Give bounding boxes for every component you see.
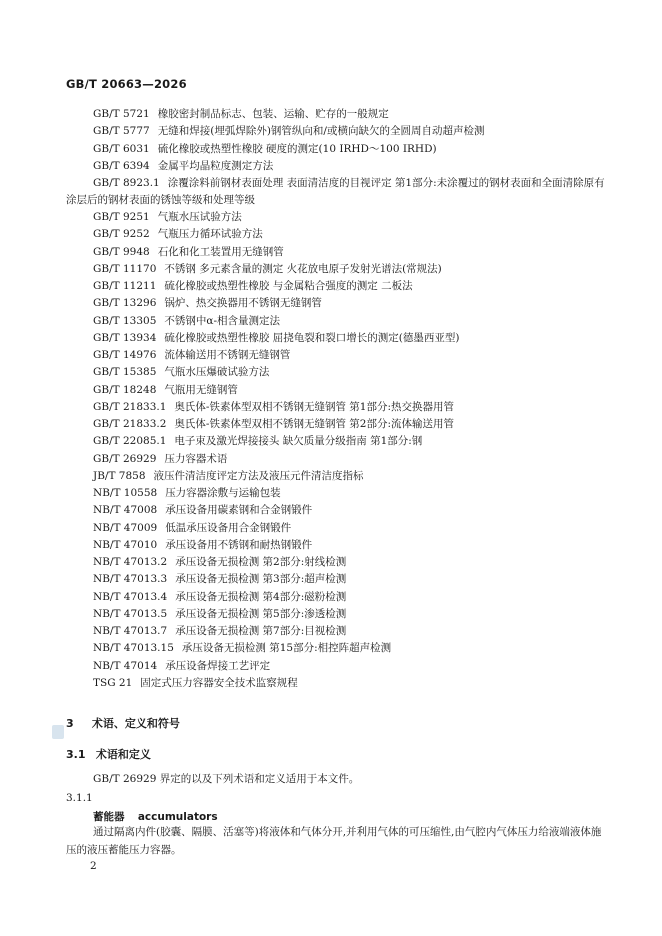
reference-item <box>66 623 606 640</box>
reference-code: NB/T 47013.4 <box>93 590 168 603</box>
reference-code: GB/T 9251 <box>93 211 150 223</box>
reference-title: 硫化橡胶或热塑性橡胶 与金属粘合强度的测定 二板法 <box>164 280 413 292</box>
reference-item <box>66 502 606 519</box>
reference-item <box>66 451 606 468</box>
reference-item <box>66 364 606 381</box>
section-3-1-1-heading <box>66 792 93 804</box>
reference-item <box>66 520 606 537</box>
normative-references-list <box>66 106 606 692</box>
reference-code: GB/T 9948 <box>93 245 150 258</box>
reference-item <box>66 416 606 433</box>
reference-item <box>66 571 606 588</box>
reference-title: 承压设备用不锈钢和耐热钢锻件 <box>165 538 313 551</box>
reference-code: GB/T 13305 <box>93 314 157 327</box>
reference-item <box>66 433 606 450</box>
reference-code: GB/T 21833.1 <box>93 400 167 413</box>
reference-code: NB/T 47008 <box>93 504 158 517</box>
reference-title: 压力容器涂敷与运输包装 <box>165 487 281 499</box>
reference-code: NB/T 47013.5 <box>93 607 168 620</box>
reference-code: NB/T 47010 <box>93 538 158 551</box>
reference-item <box>66 106 606 123</box>
reference-title: 承压设备无损检测 第5部分:渗透检测 <box>175 607 347 620</box>
reference-code: GB/T 11170 <box>93 262 157 275</box>
reference-item <box>66 640 606 657</box>
reference-title: 不锈钢 多元素含量的测定 火花放电原子发射光谱法(常规法) <box>164 262 442 275</box>
reference-title: 压力容器术语 <box>164 452 228 465</box>
reference-code: GB/T 8923.1 <box>93 177 160 189</box>
term-entry <box>93 809 218 824</box>
reference-title: 气瓶水压试验方法 <box>157 211 242 223</box>
standard-number-header: GB/T 20663—2026 <box>66 77 187 91</box>
reference-code: NB/T 47013.3 <box>93 573 168 586</box>
section-3-heading <box>66 715 180 731</box>
reference-title: 承压设备无损检测 第4部分:磁粉检测 <box>175 590 347 603</box>
reference-code: GB/T 14976 <box>93 349 157 361</box>
reference-item <box>66 141 606 158</box>
reference-title: 不锈钢中α-相含量测定法 <box>164 314 281 327</box>
reference-item <box>66 209 606 226</box>
reference-item <box>66 278 606 295</box>
reference-item <box>66 175 606 209</box>
reference-item <box>66 554 606 571</box>
reference-item <box>66 589 606 606</box>
reference-title: 承压设备无损检测 第2部分:射线检测 <box>175 556 347 568</box>
reference-item <box>66 382 606 399</box>
reference-code: GB/T 9252 <box>93 228 150 241</box>
reference-title: 涂覆涂料前钢材表面处理 表面清洁度的目视评定 第1部分:未涂覆过的钢材表面和全面清除原有涂层后的钢材表面的锈蚀等级和处理等级 <box>66 177 605 206</box>
reference-code: GB/T 21833.2 <box>93 418 167 430</box>
reference-code: GB/T 6031 <box>93 142 150 155</box>
reference-title: 硫化橡胶或热塑性橡胶 硬度的测定(10 IRHD～100 IRHD) <box>157 142 437 155</box>
reference-item <box>66 606 606 623</box>
section-number: 3.1.1 <box>66 792 93 804</box>
reference-code: GB/T 18248 <box>93 383 157 396</box>
reference-item <box>66 675 606 692</box>
reference-code: GB/T 6394 <box>93 159 150 172</box>
reference-title: 气瓶压力循环试验方法 <box>157 228 263 241</box>
reference-code: TSG 21 <box>93 676 133 689</box>
term-english: accumulators <box>137 811 218 823</box>
reference-code: GB/T 13934 <box>93 331 157 344</box>
reference-code: NB/T 47013.7 <box>93 625 168 637</box>
reference-title: 橡胶密封制品标志、包装、运输、贮存的一般规定 <box>157 108 389 120</box>
margin-stamp <box>52 725 64 739</box>
reference-title: 低温承压设备用合金钢锻件 <box>165 521 292 534</box>
reference-title: 无缝和焊接(埋弧焊除外)钢管纵向和/或横向缺欠的全圆周自动超声检测 <box>157 125 485 138</box>
reference-item <box>66 226 606 243</box>
term-chinese: 蓄能器 <box>93 811 125 823</box>
reference-item <box>66 313 606 330</box>
reference-title: 石化和化工装置用无缝钢管 <box>157 245 284 258</box>
reference-code: NB/T 47009 <box>93 521 158 534</box>
reference-code: NB/T 47013.15 <box>93 642 174 655</box>
intro-paragraph: GB/T 26929 界定的以及下列术语和定义适用于本文件。 <box>93 773 360 785</box>
section-title: 术语、定义和符号 <box>91 717 180 730</box>
reference-title: 流体输送用不锈钢无缝钢管 <box>164 349 291 361</box>
reference-code: JB/T 7858 <box>93 469 146 482</box>
reference-title: 金属平均晶粒度测定方法 <box>157 159 274 172</box>
reference-item <box>66 244 606 261</box>
reference-title: 电子束及激光焊接接头 缺欠质量分级指南 第1部分:钢 <box>174 435 423 448</box>
reference-title: 锅炉、热交换器用不锈钢无缝钢管 <box>164 297 322 310</box>
reference-title: 液压件清洁度评定方法及液压元件清洁度指标 <box>153 469 364 482</box>
reference-item <box>66 468 606 485</box>
reference-code: GB/T 26929 <box>93 452 157 465</box>
reference-title: 气瓶水压爆破试验方法 <box>164 366 270 379</box>
reference-title: 固定式压力容器安全技术监察规程 <box>140 676 298 689</box>
reference-title: 硫化橡胶或热塑性橡胶 屈挠龟裂和裂口增长的测定(德墨西亚型) <box>164 331 460 344</box>
reference-item <box>66 123 606 140</box>
reference-title: 承压设备焊接工艺评定 <box>165 659 271 672</box>
section-number: 3.1 <box>66 748 86 761</box>
reference-item <box>66 485 606 502</box>
reference-title: 承压设备无损检测 第3部分:超声检测 <box>175 573 347 586</box>
reference-item <box>66 658 606 675</box>
reference-item <box>66 330 606 347</box>
reference-item <box>66 537 606 554</box>
reference-code: GB/T 5777 <box>93 125 150 138</box>
term-definition: 通过隔离内件(胶囊、隔膜、活塞等)将液体和气体分开,并利用气体的可压缩性,由气腔内气体压力给液端液体施压的液压蓄能压力容器。 <box>66 826 602 856</box>
reference-code: NB/T 47014 <box>93 659 158 672</box>
reference-item <box>66 158 606 175</box>
section-title: 术语和定义 <box>95 748 151 761</box>
reference-code: GB/T 5721 <box>93 108 150 120</box>
reference-code: GB/T 22085.1 <box>93 435 167 448</box>
reference-title: 承压设备用碳素钢和合金钢锻件 <box>165 504 313 517</box>
reference-code: GB/T 13296 <box>93 297 157 310</box>
section-3-1-heading <box>66 746 151 762</box>
page-number: 2 <box>90 860 97 872</box>
reference-code: NB/T 10558 <box>93 487 158 499</box>
reference-code: NB/T 47013.2 <box>93 556 168 568</box>
reference-title: 奥氏体-铁素体型双相不锈钢无缝钢管 第1部分:热交换器用管 <box>174 400 455 413</box>
reference-item <box>66 261 606 278</box>
reference-title: 气瓶用无缝钢管 <box>164 383 238 396</box>
reference-code: GB/T 15385 <box>93 366 157 379</box>
reference-item <box>66 295 606 312</box>
reference-title: 承压设备无损检测 第15部分:相控阵超声检测 <box>181 642 392 655</box>
reference-item <box>66 347 606 364</box>
reference-code: GB/T 11211 <box>93 280 157 292</box>
section-number: 3 <box>66 717 74 730</box>
reference-title: 承压设备无损检测 第7部分:目视检测 <box>175 625 347 637</box>
reference-title: 奥氏体-铁素体型双相不锈钢无缝钢管 第2部分:流体输送用管 <box>174 418 455 430</box>
reference-item <box>66 399 606 416</box>
